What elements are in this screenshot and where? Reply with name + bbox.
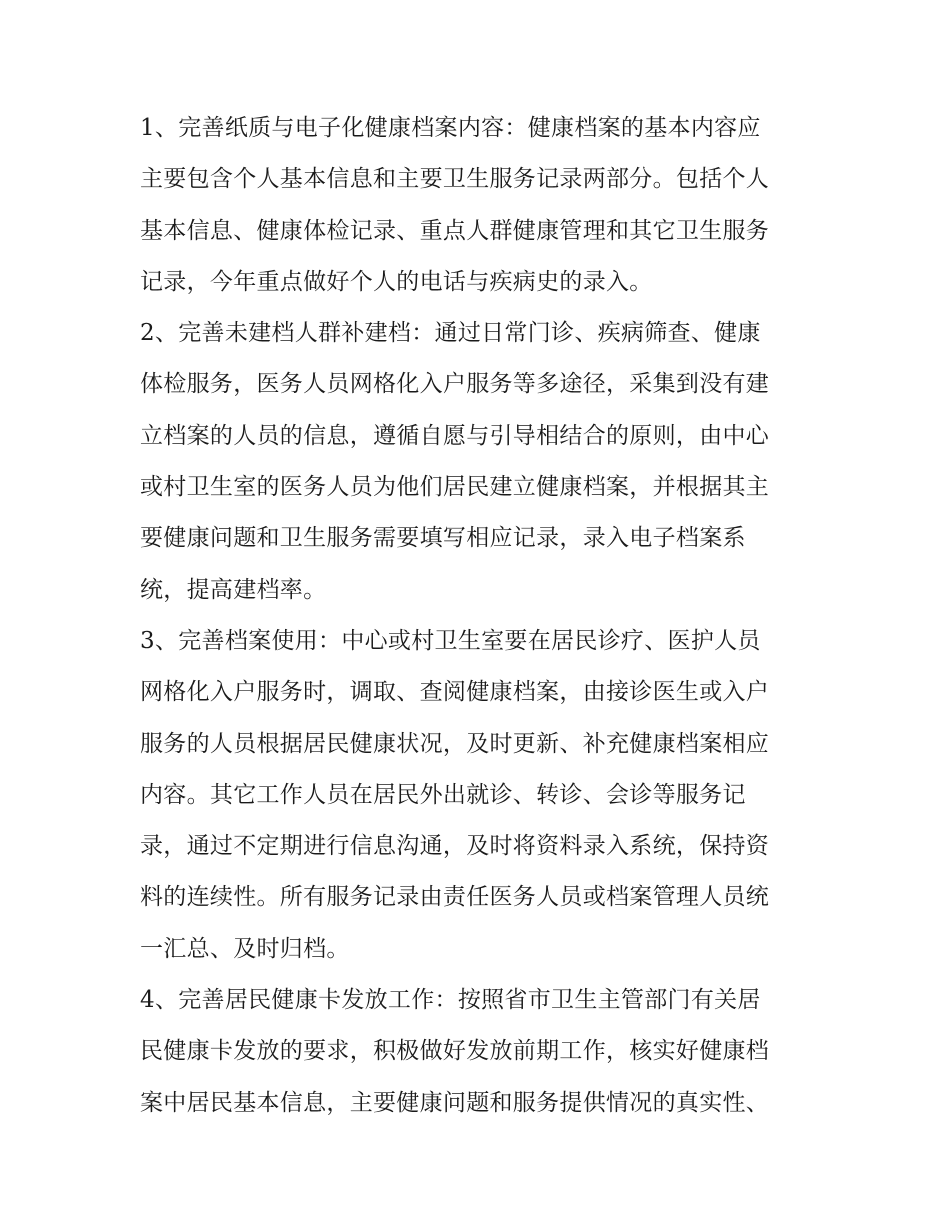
text-line: 或村卫生室的医务人员为他们居民建立健康档案，并根据其主 bbox=[140, 474, 770, 501]
text-line: 主要包含个人基本信息和主要卫生服务记录两部分。包括个人 bbox=[140, 166, 770, 193]
text-line: 录，通过不定期进行信息沟通，及时将资料录入系统，保持资 bbox=[140, 833, 770, 860]
text-line: 记录，今年重点做好个人的电话与疾病史的录入。 bbox=[140, 268, 653, 295]
text-line: 内容。其它工作人员在居民外出就诊、转诊、会诊等服务记 bbox=[140, 781, 746, 808]
document-body bbox=[140, 103, 820, 1129]
text-line: 体检服务，医务人员网格化入户服务等多途径，采集到没有建 bbox=[140, 371, 770, 398]
text-line: 料的连续性。所有服务记录由责任医务人员或档案管理人员统 bbox=[140, 884, 770, 911]
text-line: 案中居民基本信息，主要健康问题和服务提供情况的真实性、 bbox=[140, 1089, 770, 1116]
text-line: 3、完善档案使用：中心或村卫生室要在居民诊疗、医护人员 bbox=[140, 627, 761, 654]
text-line: 4、完善居民健康卡发放工作：按照省市卫生主管部门有关居 bbox=[140, 987, 761, 1014]
text-line: 统，提高建档率。 bbox=[140, 576, 327, 603]
text-line: 要健康问题和卫生服务需要填写相应记录，录入电子档案系 bbox=[140, 525, 746, 552]
text-line: 服务的人员根据居民健康状况，及时更新、补充健康档案相应 bbox=[140, 730, 770, 757]
text-line: 网格化入户服务时，调取、查阅健康档案，由接诊医生或入户 bbox=[140, 679, 770, 706]
text-line: 2、完善未建档人群补建档：通过日常门诊、疾病筛查、健康 bbox=[140, 320, 761, 347]
text-line: 立档案的人员的信息，遵循自愿与引导相结合的原则，由中心 bbox=[140, 422, 770, 449]
text-line: 基本信息、健康体检记录、重点人群健康管理和其它卫生服务 bbox=[140, 217, 770, 244]
text-line: 一汇总、及时归档。 bbox=[140, 935, 350, 962]
text-line: 民健康卡发放的要求，积极做好发放前期工作，核实好健康档 bbox=[140, 1038, 770, 1065]
text-line: 1、完善纸质与电子化健康档案内容：健康档案的基本内容应 bbox=[140, 115, 761, 141]
